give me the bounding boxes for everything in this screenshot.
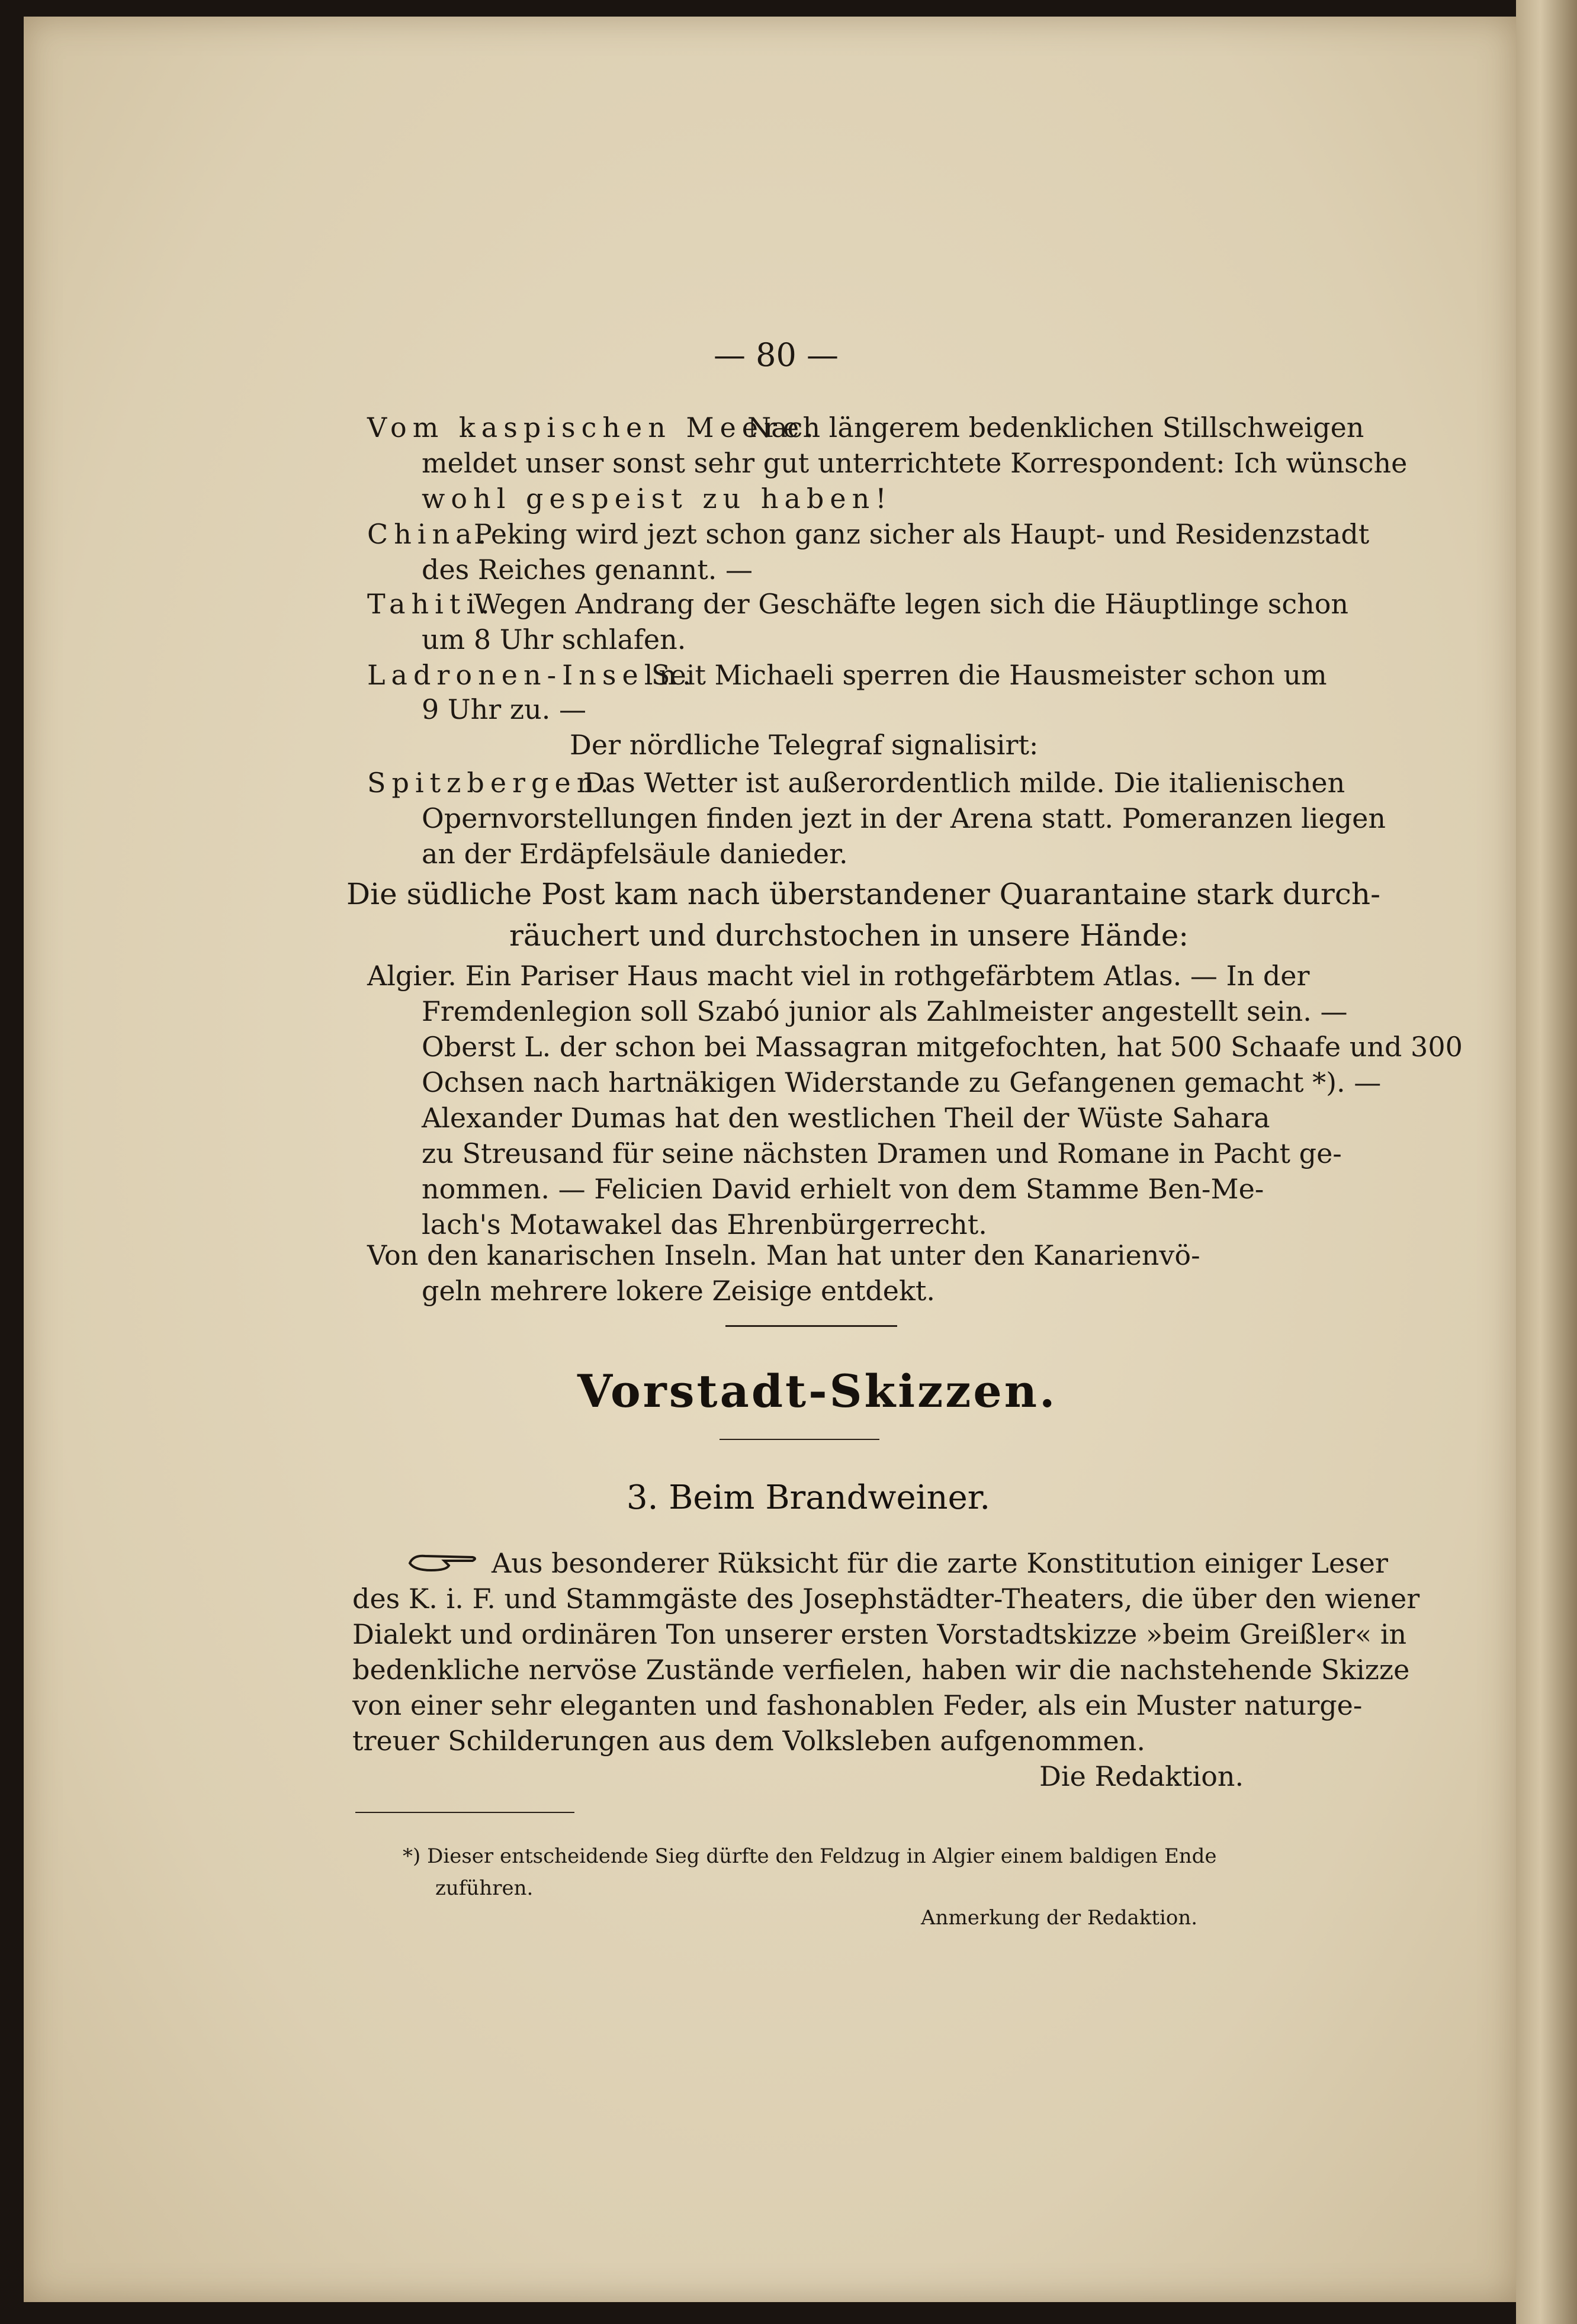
footnote-attribution: Anmerkung der Redaktion. (921, 1906, 1198, 1930)
entry-text: Das Wetter ist außerordentlich milde. Die italienischen (583, 767, 1345, 799)
entry-text: Peking wird jezt schon ganz sicher als Haupt- und Residenzstadt (474, 518, 1370, 550)
entry-text: Opernvorstellungen finden jezt in der Arena statt. Pomeranzen liegen (422, 802, 1386, 834)
book-spine (1516, 0, 1577, 2324)
entry-head: China. (367, 518, 493, 550)
divider (720, 1439, 879, 1440)
algier-line: Ochsen nach hartnäkigen Widerstande zu Gefangenen gemacht *). — (422, 1066, 1382, 1098)
algier-line: Fremdenlegion soll Szabó junior als Zahlmeister angestellt sein. — (422, 995, 1348, 1027)
entry-text: 9 Uhr zu. — (422, 693, 586, 725)
entry-text: Nach längerem bedenklichen Stillschweigen (747, 412, 1364, 443)
telegraf-heading: Der nördliche Telegraf signalisirt: (570, 729, 1039, 761)
intro-line: treuer Schilderungen aus dem Volksleben aufgenommen. (352, 1725, 1146, 1757)
intro-line: von einer sehr eleganten und fashonablen Feder, als ein Muster naturge- (352, 1689, 1363, 1721)
section-title: Vorstadt-Skizzen. (577, 1365, 1058, 1417)
signature: Die Redaktion. (1039, 1760, 1244, 1792)
pointing-hand-icon (407, 1550, 480, 1574)
intro-line: Dialekt und ordinären Ton unserer ersten Vorstadtskizze »beim Greißler« in (352, 1618, 1407, 1650)
entry-text: wohl gespeist zu haben! (422, 483, 892, 515)
post-text: Die südliche Post kam nach überstandener Quarantaine stark durch- (346, 877, 1380, 911)
entry-text: Seit Michaeli sperren die Hausmeister schon um (651, 659, 1327, 691)
entry-head: Vom kaspischen Meere. (367, 412, 820, 443)
entry-head: Tahiti. (367, 588, 496, 620)
algier-line: Oberst L. der schon bei Massagran mitgefochten, hat 500 Schaafe und 300 (422, 1031, 1463, 1063)
algier-line: Algier. Ein Pariser Haus macht viel in rothgefärbtem Atlas. — In der (367, 960, 1310, 992)
kanar-line: Von den kanarischen Inseln. Man hat unter den Kanarienvö- (367, 1239, 1200, 1271)
algier-line: zu Streusand für seine nächsten Dramen und Romane in Pacht ge- (422, 1137, 1342, 1169)
entry-head: Spitzbergen. (367, 767, 615, 799)
footnote-line: zuführen. (435, 1876, 534, 1900)
footnote-rule (355, 1812, 574, 1813)
algier-line: lach's Motawakel das Ehrenbürgerrecht. (422, 1208, 987, 1240)
entry-text: meldet unser sonst sehr gut unterrichtete Korrespondent: Ich wünsche (422, 447, 1408, 479)
post-text: räuchert und durchstochen in unsere Hände: (509, 918, 1189, 953)
page-number: — 80 — (714, 336, 839, 374)
subtitle: 3. Beim Brandweiner. (627, 1478, 991, 1517)
footnote-line: *) Dieser entscheidende Sieg dürfte den Feldzug in Algier einem baldigen Ende (403, 1844, 1217, 1868)
algier-line: Alexander Dumas hat den westlichen Theil der Wüste Sahara (422, 1102, 1270, 1134)
kanar-line: geln mehrere lokere Zeisige entdekt. (422, 1275, 935, 1307)
entry-text: um 8 Uhr schlafen. (422, 623, 686, 655)
intro-line: des K. i. F. und Stammgäste des Josephstädter-Theaters, die über den wiener (352, 1583, 1420, 1615)
entry-text: Wegen Andrang der Geschäfte legen sich die Häuptlinge schon (474, 588, 1349, 620)
intro-line: bedenkliche nervöse Zustände verfielen, haben wir die nachstehende Skizze (352, 1654, 1410, 1686)
entry-head: Ladronen-Inseln. (367, 659, 697, 691)
divider (725, 1325, 897, 1327)
entry-text: an der Erdäpfelsäule danieder. (422, 838, 848, 870)
entry-text: des Reiches genannt. — (422, 554, 753, 586)
intro-line: Aus besonderer Rüksicht für die zarte Konstitution einiger Leser (492, 1547, 1389, 1579)
algier-line: nommen. — Felicien David erhielt von dem Stamme Ben-Me- (422, 1173, 1264, 1205)
